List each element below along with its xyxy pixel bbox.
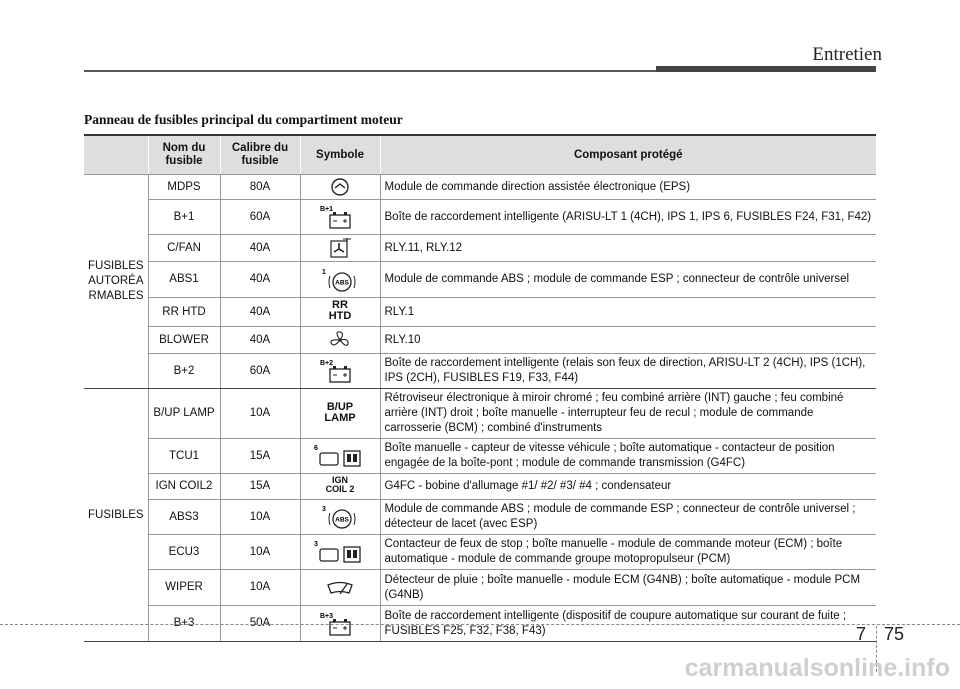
rear-heater-text-icon: RR HTD: [328, 299, 352, 322]
ign-coil-text-icon: IGN COIL 2: [325, 475, 355, 494]
col-header-rating: Calibre du fusible: [220, 135, 300, 175]
fuse-component: Module de commande ABS ; module de commande ESP ; connecteur de contrôle universel: [380, 262, 876, 298]
col-header-component: Composant protégé: [380, 135, 876, 175]
header-rule: [84, 70, 656, 72]
fuse-rating: 60A: [220, 200, 300, 235]
fuse-name: B+3: [148, 606, 220, 642]
table-row: [84, 354, 876, 389]
battery-label: B+2: [320, 360, 334, 367]
table-row: [84, 262, 876, 298]
page-header-title: Entretien: [812, 44, 882, 65]
fuse-name: B/UP LAMP: [148, 389, 220, 439]
watermark: carmanualsonline.info: [684, 654, 950, 682]
fuse-rating: 40A: [220, 327, 300, 354]
page-number: 75: [884, 624, 905, 644]
fuse-rating: 80A: [220, 175, 300, 200]
fuse-symbol: [300, 500, 380, 535]
group-label: FUSIBLES: [84, 389, 148, 642]
fuse-rating: 50A: [220, 606, 300, 642]
fuse-name: WIPER: [148, 570, 220, 606]
fuse-name: MDPS: [148, 175, 220, 200]
fuse-component: Rétroviseur électronique à miroir chromé ; feu combiné arrière (INT) gauche ; feu combiné arrière (INT) droit ; boîte manuelle - interrupteur feu de recul ; module de commande carrosserie (BCM) ; combiné d'instruments: [380, 389, 876, 439]
fuse-symbol: [300, 570, 380, 606]
table-row: [84, 570, 876, 606]
fuse-rating: 40A: [220, 235, 300, 262]
col-header-symbol: Symbole: [300, 135, 380, 175]
table-row: [84, 500, 876, 535]
fuse-component: Boîte de raccordement intelligente (ARISU-LT 1 (4CH), IPS 1, IPS 6, FUSIBLES F24, F31, F42): [380, 200, 876, 235]
fuse-rating: 10A: [220, 535, 300, 570]
fuse-symbol: [300, 439, 380, 474]
table-row: [84, 439, 876, 474]
table-row: [84, 298, 876, 327]
fuse-name: ABS1: [148, 262, 220, 298]
abs-index: 1: [322, 268, 326, 276]
fuse-name: TCU1: [148, 439, 220, 474]
fuse-symbol: [300, 235, 380, 262]
blower-fan-icon: [328, 329, 352, 351]
fuse-component: Boîte de raccordement intelligente (relais son feux de direction, ARISU-LT 2 (4CH), IPS (1CH), IPS (2CH), FUSIBLES F19, F33, F44): [380, 354, 876, 389]
fuse-rating: 60A: [220, 354, 300, 389]
fuse-symbol: [300, 474, 380, 500]
abs-icon: [320, 266, 360, 294]
fuse-component: Détecteur de pluie ; boîte manuelle - module ECM (G4NB) ; boîte automatique - module PCM (G4NB): [380, 570, 876, 606]
footer-divider: [0, 624, 960, 625]
table-row: [84, 535, 876, 570]
battery-label: B+1: [320, 206, 334, 213]
table-row: [84, 235, 876, 262]
transmission-module-icon: [312, 442, 368, 470]
fuse-component: RLY.10: [380, 327, 876, 354]
fuse-rating: 15A: [220, 474, 300, 500]
section-title: Panneau de fusibles principal du compartiment moteur: [84, 112, 403, 127]
abs-label: ABS: [335, 516, 349, 524]
fuse-component: G4FC - bobine d'allumage #1/ #2/ #3/ #4 ; condensateur: [380, 474, 876, 500]
fuse-symbol: [300, 175, 380, 200]
fuse-name: C/FAN: [148, 235, 220, 262]
battery-b2-icon: [318, 357, 362, 385]
fuse-name: RR HTD: [148, 298, 220, 327]
module-index: 6: [314, 445, 318, 452]
table-row: [84, 175, 876, 200]
fuse-component: Module de commande ABS ; module de commande ESP ; connecteur de contrôle universel ; détecteur de lacet (avec ESP): [380, 500, 876, 535]
fuse-rating: 15A: [220, 439, 300, 474]
fuse-component: RLY.1: [380, 298, 876, 327]
engine-module-icon: [312, 538, 368, 566]
col-header-name: Nom du fusible: [148, 135, 220, 175]
wiper-icon: [325, 577, 355, 599]
fuse-component: Boîte de raccordement intelligente (dispositif de coupure automatique sur courant de fuite ; FUSIBLES F25, F32, F38, F43): [380, 606, 876, 642]
fuse-symbol: [300, 327, 380, 354]
col-header-group: [84, 135, 148, 175]
fuse-rating: 10A: [220, 570, 300, 606]
group-label: FUSIBLES AUTORÉA RMABLES: [84, 175, 148, 389]
fuse-rating: 40A: [220, 262, 300, 298]
battery-label: B+3: [320, 612, 334, 620]
fuse-symbol: [300, 535, 380, 570]
fuse-symbol: [300, 298, 380, 327]
fuse-name: ABS3: [148, 500, 220, 535]
fuse-name: B+1: [148, 200, 220, 235]
fuse-component: RLY.11, RLY.12: [380, 235, 876, 262]
table-row: [84, 389, 876, 439]
fuse-symbol: [300, 354, 380, 389]
backup-lamp-text-icon: B/UP LAMP: [324, 400, 356, 424]
fuse-symbol: [300, 200, 380, 235]
fuse-name: B+2: [148, 354, 220, 389]
fuse-table: [84, 134, 876, 642]
table-header-row: [84, 135, 876, 175]
cooling-fan-icon: [327, 237, 353, 259]
module-index: 3: [314, 541, 318, 548]
header-rule-accent: [656, 66, 876, 72]
chapter-number: 7: [856, 624, 867, 644]
fuse-name: BLOWER: [148, 327, 220, 354]
table-row: [84, 327, 876, 354]
fuse-component: Contacteur de feux de stop ; boîte manuelle - module de commande moteur (ECM) ; boîte automatique - module de commande groupe motopropulseur (PCM): [380, 535, 876, 570]
steering-wheel-icon: [329, 177, 351, 197]
abs-index: 3: [322, 506, 326, 513]
battery-b1-icon: [318, 203, 362, 231]
abs-label: ABS: [335, 279, 349, 286]
fuse-rating: 10A: [220, 389, 300, 439]
fuse-rating: 40A: [220, 298, 300, 327]
fuse-symbol: [300, 389, 380, 439]
table-row: [84, 474, 876, 500]
fuse-name: ECU3: [148, 535, 220, 570]
fuse-name: IGN COIL2: [148, 474, 220, 500]
fuse-component: Module de commande direction assistée électronique (EPS): [380, 175, 876, 200]
table-row: [84, 200, 876, 235]
fuse-component: Boîte manuelle - capteur de vitesse véhicule ; boîte automatique - contacteur de position engagée de la boîte-pont ; module de commande transmission (G4FC): [380, 439, 876, 474]
fuse-rating: 10A: [220, 500, 300, 535]
fuse-symbol: [300, 262, 380, 298]
abs-icon: [320, 503, 360, 531]
